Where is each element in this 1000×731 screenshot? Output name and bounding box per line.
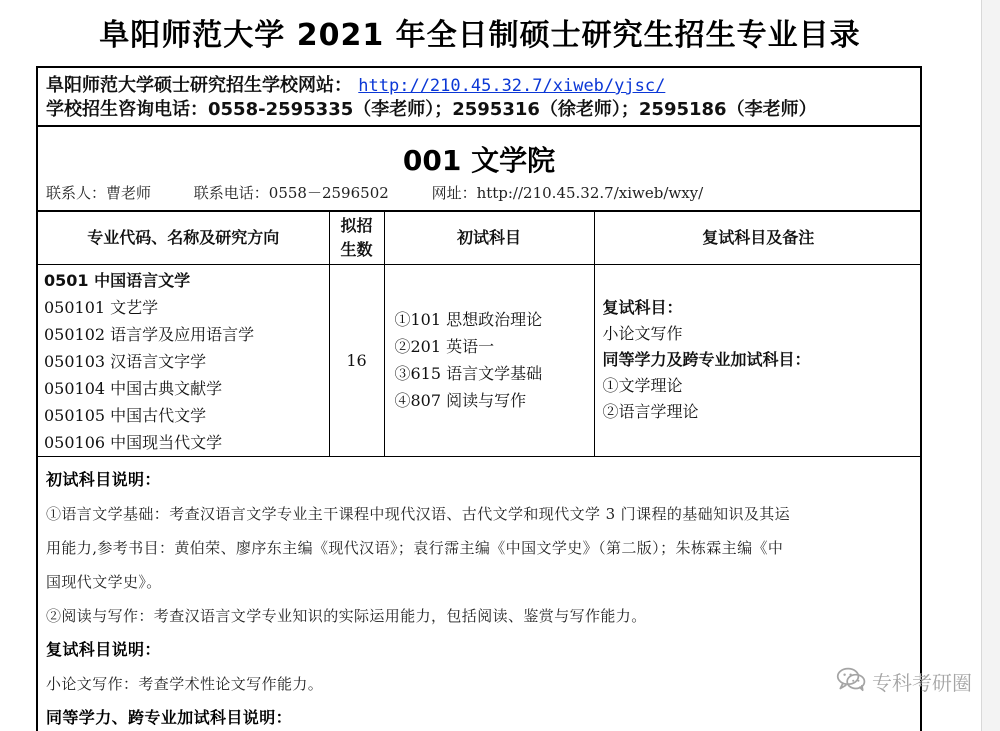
contact-phone: 联系电话：0558－2596502 — [193, 184, 389, 202]
extra-test-label: 同等学力及跨专业加试科目： — [602, 350, 811, 369]
wechat-icon — [836, 666, 867, 697]
extra-test-subject: ②语言学理论 — [602, 402, 699, 421]
initial-note-line: ①语言文学基础：考查汉语言文学专业主干课程中现代汉语、古代文学和现代文学 3 门课程的基础知识及其运 — [46, 504, 791, 523]
direction-item: 050103 汉语言文字学 — [44, 351, 207, 371]
exam-subjects-cell — [384, 264, 594, 456]
initial-subjects-heading: 初试科目说明： — [46, 469, 161, 489]
source-watermark — [836, 666, 972, 697]
website-label: 阜阳师范大学硕士研究招生学校网站： — [46, 75, 352, 96]
major-header: 专业代码、名称及研究方向 — [38, 212, 329, 264]
website-line — [46, 74, 912, 98]
major-title: 0501 中国语言文学 — [44, 270, 191, 290]
direction-item: 050101 文艺学 — [44, 297, 159, 317]
count-header-bottom: 生数 — [340, 239, 373, 259]
extra-subjects-heading: 同等学力、跨专业加试科目说明： — [46, 707, 293, 727]
retest-header: 复试科目及备注 — [594, 212, 922, 264]
count-header — [329, 212, 384, 264]
retest-label: 复试科目： — [602, 298, 683, 317]
college-title: 001 文学院 — [402, 144, 556, 177]
retest-subject: 小论文写作 — [602, 324, 683, 343]
school-info — [38, 68, 920, 127]
direction-item: 050102 语言学及应用语言学 — [44, 324, 255, 344]
direction-item: 050106 中国现当代文学 — [44, 432, 223, 452]
table-row — [38, 264, 922, 456]
college-website: 网址：http://210.45.32.7/xiweb/wxy/ — [431, 184, 704, 202]
extra-test-subject: ①文学理论 — [602, 376, 683, 395]
table-header-row — [38, 212, 922, 264]
exam-header: 初试科目 — [384, 212, 594, 264]
admissions-catalog — [36, 66, 922, 731]
count-header-top: 拟招 — [340, 215, 373, 235]
initial-note-line: ②阅读与写作：考查汉语言文学专业知识的实际运用能力，包括阅读、鉴赏与写作能力。 — [46, 606, 647, 625]
exam-subject: ④807 阅读与写作 — [394, 391, 527, 410]
exam-subject: ①101 思想政治理论 — [394, 310, 543, 329]
school-website-link[interactable]: http://210.45.32.7/xiweb/yjsc/ — [358, 76, 666, 96]
subject-notes — [38, 457, 920, 731]
phone-line: 学校招生咨询电话：0558-2595335（李老师）；2595316（徐老师）；2595186（李老师） — [46, 99, 817, 120]
college-section — [38, 127, 920, 212]
initial-note-line: 国现代文学史》。 — [46, 572, 162, 591]
contact-person: 联系人：曹老师 — [46, 184, 152, 202]
direction-item: 050104 中国古典文献学 — [44, 378, 223, 398]
retest-subjects-heading: 复试科目说明： — [46, 639, 161, 659]
page-title: 阜阳师范大学 2021 年全日制硕士研究生招生专业目录 — [99, 18, 861, 53]
catalog-table — [38, 212, 922, 457]
initial-note-line: 用能力,参考书目：黄伯荣、廖序东主编《现代汉语》；袁行霈主编《中国文学史》（第二版）；朱栋霖主编《中 — [46, 538, 784, 557]
watermark-text: 专科考研圈 — [872, 671, 972, 695]
exam-subject: ③615 语言文学基础 — [394, 364, 543, 383]
direction-item: 050105 中国古代文学 — [44, 405, 207, 425]
admission-count: 16 — [329, 264, 384, 456]
vertical-scrollbar[interactable] — [981, 0, 1000, 731]
retest-note: 小论文写作：考查学术性论文写作能力。 — [46, 674, 324, 693]
major-cell — [38, 264, 329, 456]
retest-cell — [594, 264, 922, 456]
college-contacts — [46, 182, 741, 203]
exam-subject: ②201 英语一 — [394, 337, 495, 356]
